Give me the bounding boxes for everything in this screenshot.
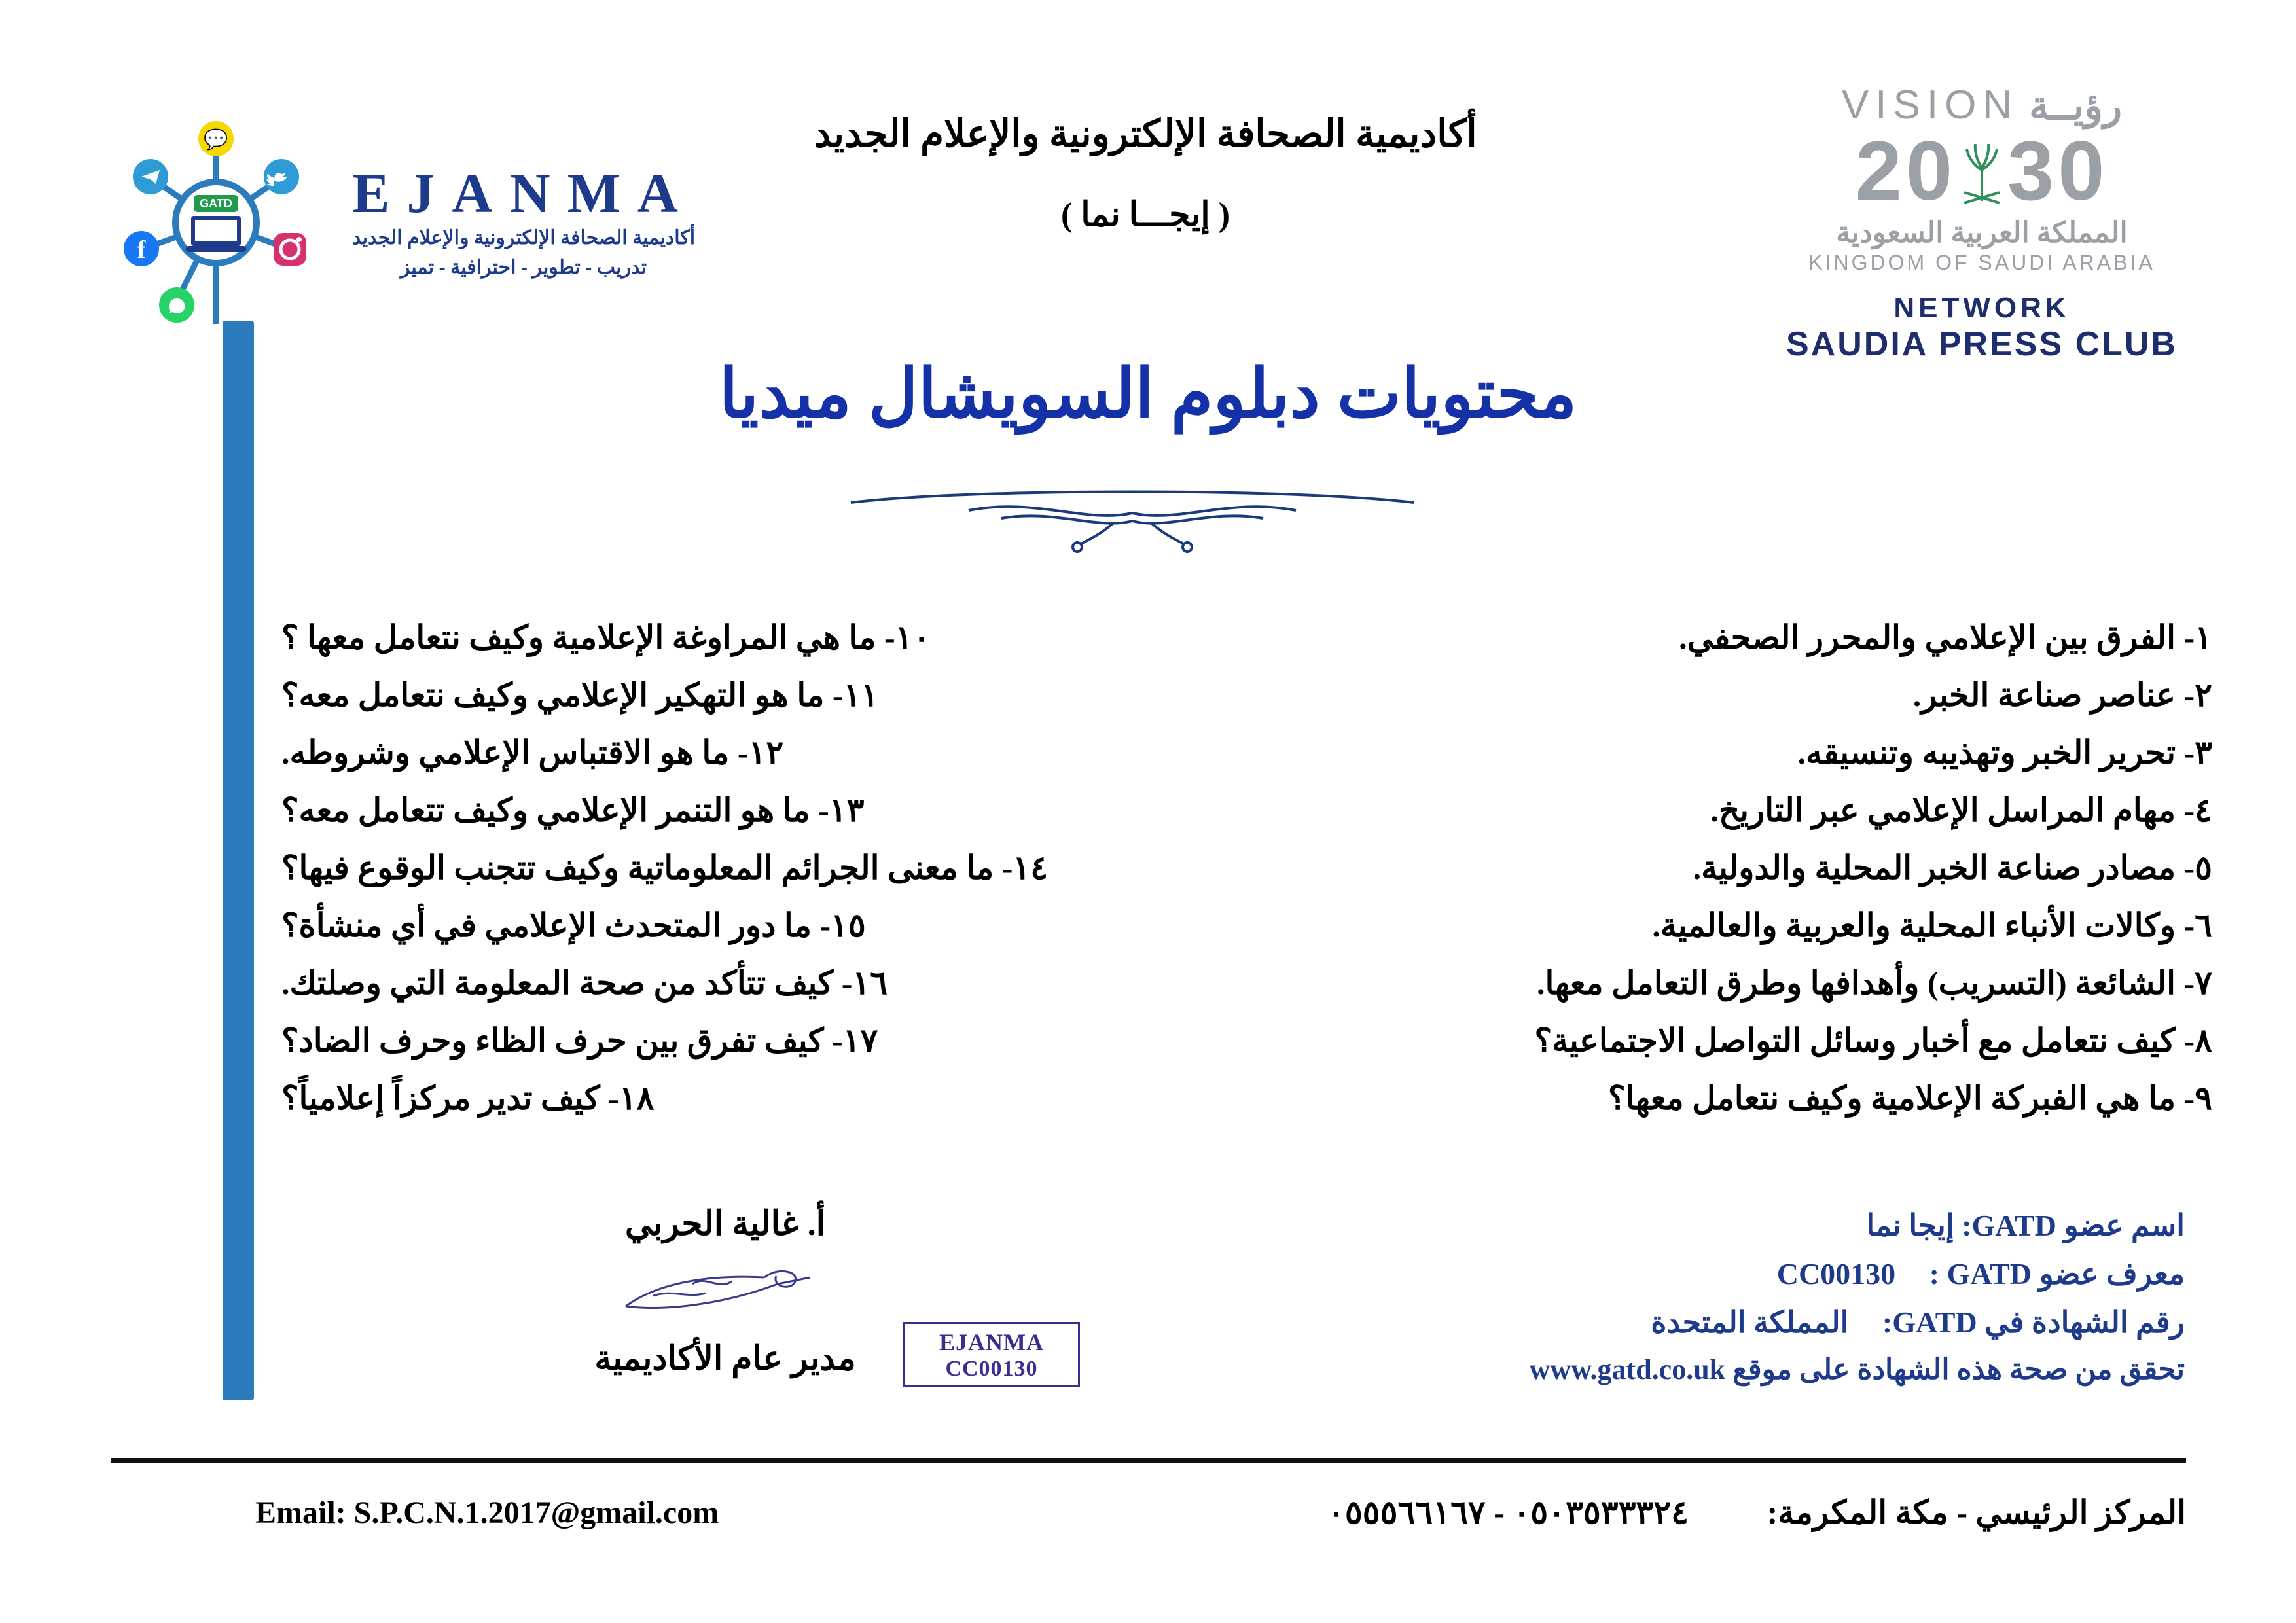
list-item: ١٠- ما هي المراوغة الإعلامية وكيف نتعامل معها ؟ (281, 619, 931, 656)
list-item: ١٢- ما هو الاقتباس الإعلامي وشروطه. (281, 734, 784, 771)
svg-text:GATD: GATD (200, 197, 232, 210)
certificate-info-block (1367, 1207, 2185, 1399)
certificate-number-label: رقم الشهادة في GATD: (1882, 1306, 2185, 1339)
svg-text:💬: 💬 (204, 129, 228, 151)
list-item: ٣- تحرير الخبر وتهذيبه وتنسيقه. (1797, 734, 2212, 771)
organization-title (655, 111, 1636, 234)
stamp-line2: CC00130 (945, 1357, 1038, 1382)
page-footer (111, 1479, 2186, 1571)
vision-word: VISION (1841, 82, 2019, 128)
vision-kingdom-english: KINGDOM OF SAUDI ARABIA (1808, 251, 2155, 274)
left-accent-bar (223, 321, 254, 1400)
signatory-name: أ. غالية الحربي (624, 1205, 826, 1243)
organization-title-line1: أكاديمية الصحافة الإلكترونية والإعلام الجديد (814, 113, 1477, 155)
contents-list-right (1296, 609, 2212, 1127)
list-item: ٥- مصادر صناعة الخبر المحلية والدولية. (1693, 849, 2212, 886)
svg-text:f: f (137, 236, 146, 264)
list-item: ١٥- ما دور المتحدث الإعلامي في أي منشأة؟ (281, 907, 866, 944)
footer-divider (111, 1458, 2186, 1463)
certificate-number-row (1367, 1304, 2185, 1340)
signatory-role: مدير عام الأكاديمية (594, 1340, 856, 1378)
list-item: ١٨- كيف تدير مركزاً إعلامياً؟ (281, 1080, 655, 1116)
member-name-row: اسم عضو GATD: إيجا نما (1866, 1209, 2185, 1242)
press-club-line1: NETWORK (1893, 292, 2070, 324)
footer-phone-numbers: ٠٥٠٣٥٣٣٣٢٤ - ٠٥٥٥٦٦١٦٧ (1327, 1494, 1689, 1531)
footer-email[interactable]: Email: S.P.C.N.1.2017@gmail.com (255, 1495, 719, 1530)
vision-2030-logo (1753, 82, 2211, 364)
handwritten-signature-icon (614, 1255, 836, 1334)
press-club-line2: SAUDIA PRESS CLUB (1785, 325, 2178, 363)
vision-kingdom-arabic: المملكة العربية السعودية (1836, 217, 2128, 249)
list-item: ٧- الشائعة (التسريب) وأهدافها وطرق التعامل معها. (1537, 965, 2212, 1001)
contents-list-left (281, 609, 1198, 1127)
certificate-number-value: المملكة المتحدة (1651, 1306, 1849, 1339)
list-item: ١٦- كيف تتأكد من صحة المعلومة التي وصلتك. (281, 965, 888, 1001)
verification-row[interactable]: تحقق من صحة هذه الشهادة على موقع www.gatd.co.uk (1529, 1353, 2185, 1385)
contents-column-right (1296, 609, 2212, 1145)
diploma-contents (281, 609, 2212, 1145)
member-id-row (1367, 1256, 2185, 1291)
social-network-logo-icon (118, 118, 314, 334)
palm-and-swords-icon (1959, 132, 2005, 211)
page-title (0, 353, 2296, 433)
member-id-value: CC00130 (1776, 1257, 1896, 1291)
list-item: ٨- كيف نتعامل مع أخبار وسائل التواصل الاجتماعية؟ (1534, 1022, 2212, 1059)
ornamental-divider (838, 484, 1427, 563)
list-item: ١١- ما هو التهكير الإعلامي وكيف نتعامل معه؟ (281, 677, 879, 713)
vision-number-left: 20 (1855, 124, 1956, 218)
logo-subtitle-arabic: أكاديمية الصحافة الإلكترونية والإعلام الجديد (351, 227, 696, 249)
page-title-text: محتويات دبلوم السويشال ميديا (719, 357, 1577, 432)
list-item: ١٤- ما معنى الجرائم المعلوماتية وكيف تتجنب الوقوع فيها؟ (281, 849, 1049, 886)
certificate-stamp (903, 1322, 1080, 1387)
list-item: ١- الفرق بين الإعلامي والمحرر الصحفي. (1679, 619, 2212, 656)
organization-title-line2: ( إيجـــا نما ) (1060, 196, 1230, 234)
list-item: ٤- مهام المراسل الإعلامي عبر التاريخ. (1710, 792, 2212, 829)
list-item: ١٧- كيف تفرق بين حرف الظاء وحرف الضاد؟ (281, 1022, 878, 1059)
list-item: ٢- عناصر صناعة الخبر. (1912, 677, 2212, 713)
contents-column-left (281, 609, 1198, 1145)
logo-slogan: تدريب - تطوير - احترافية - تميز (400, 257, 647, 279)
list-item: ١٣- ما هو التنمر الإعلامي وكيف تتعامل معه؟ (281, 792, 865, 829)
footer-address: المركز الرئيسي - مكة المكرمة: (1767, 1494, 2186, 1531)
logo-wordmark: EJANMA (352, 162, 695, 224)
list-item: ٩- ما هي الفبركة الإعلامية وكيف نتعامل معها؟ (1607, 1080, 2212, 1116)
vision-number-right: 30 (2007, 124, 2109, 218)
member-id-label: معرف عضو GATD : (1929, 1257, 2185, 1291)
list-item: ٦- وكالات الأنباء المحلية والعربية والعالمية. (1652, 907, 2212, 944)
page-header (0, 59, 2296, 363)
stamp-line1: EJANMA (939, 1329, 1044, 1355)
vision-word-arabic: رؤيــة (2029, 84, 2123, 128)
